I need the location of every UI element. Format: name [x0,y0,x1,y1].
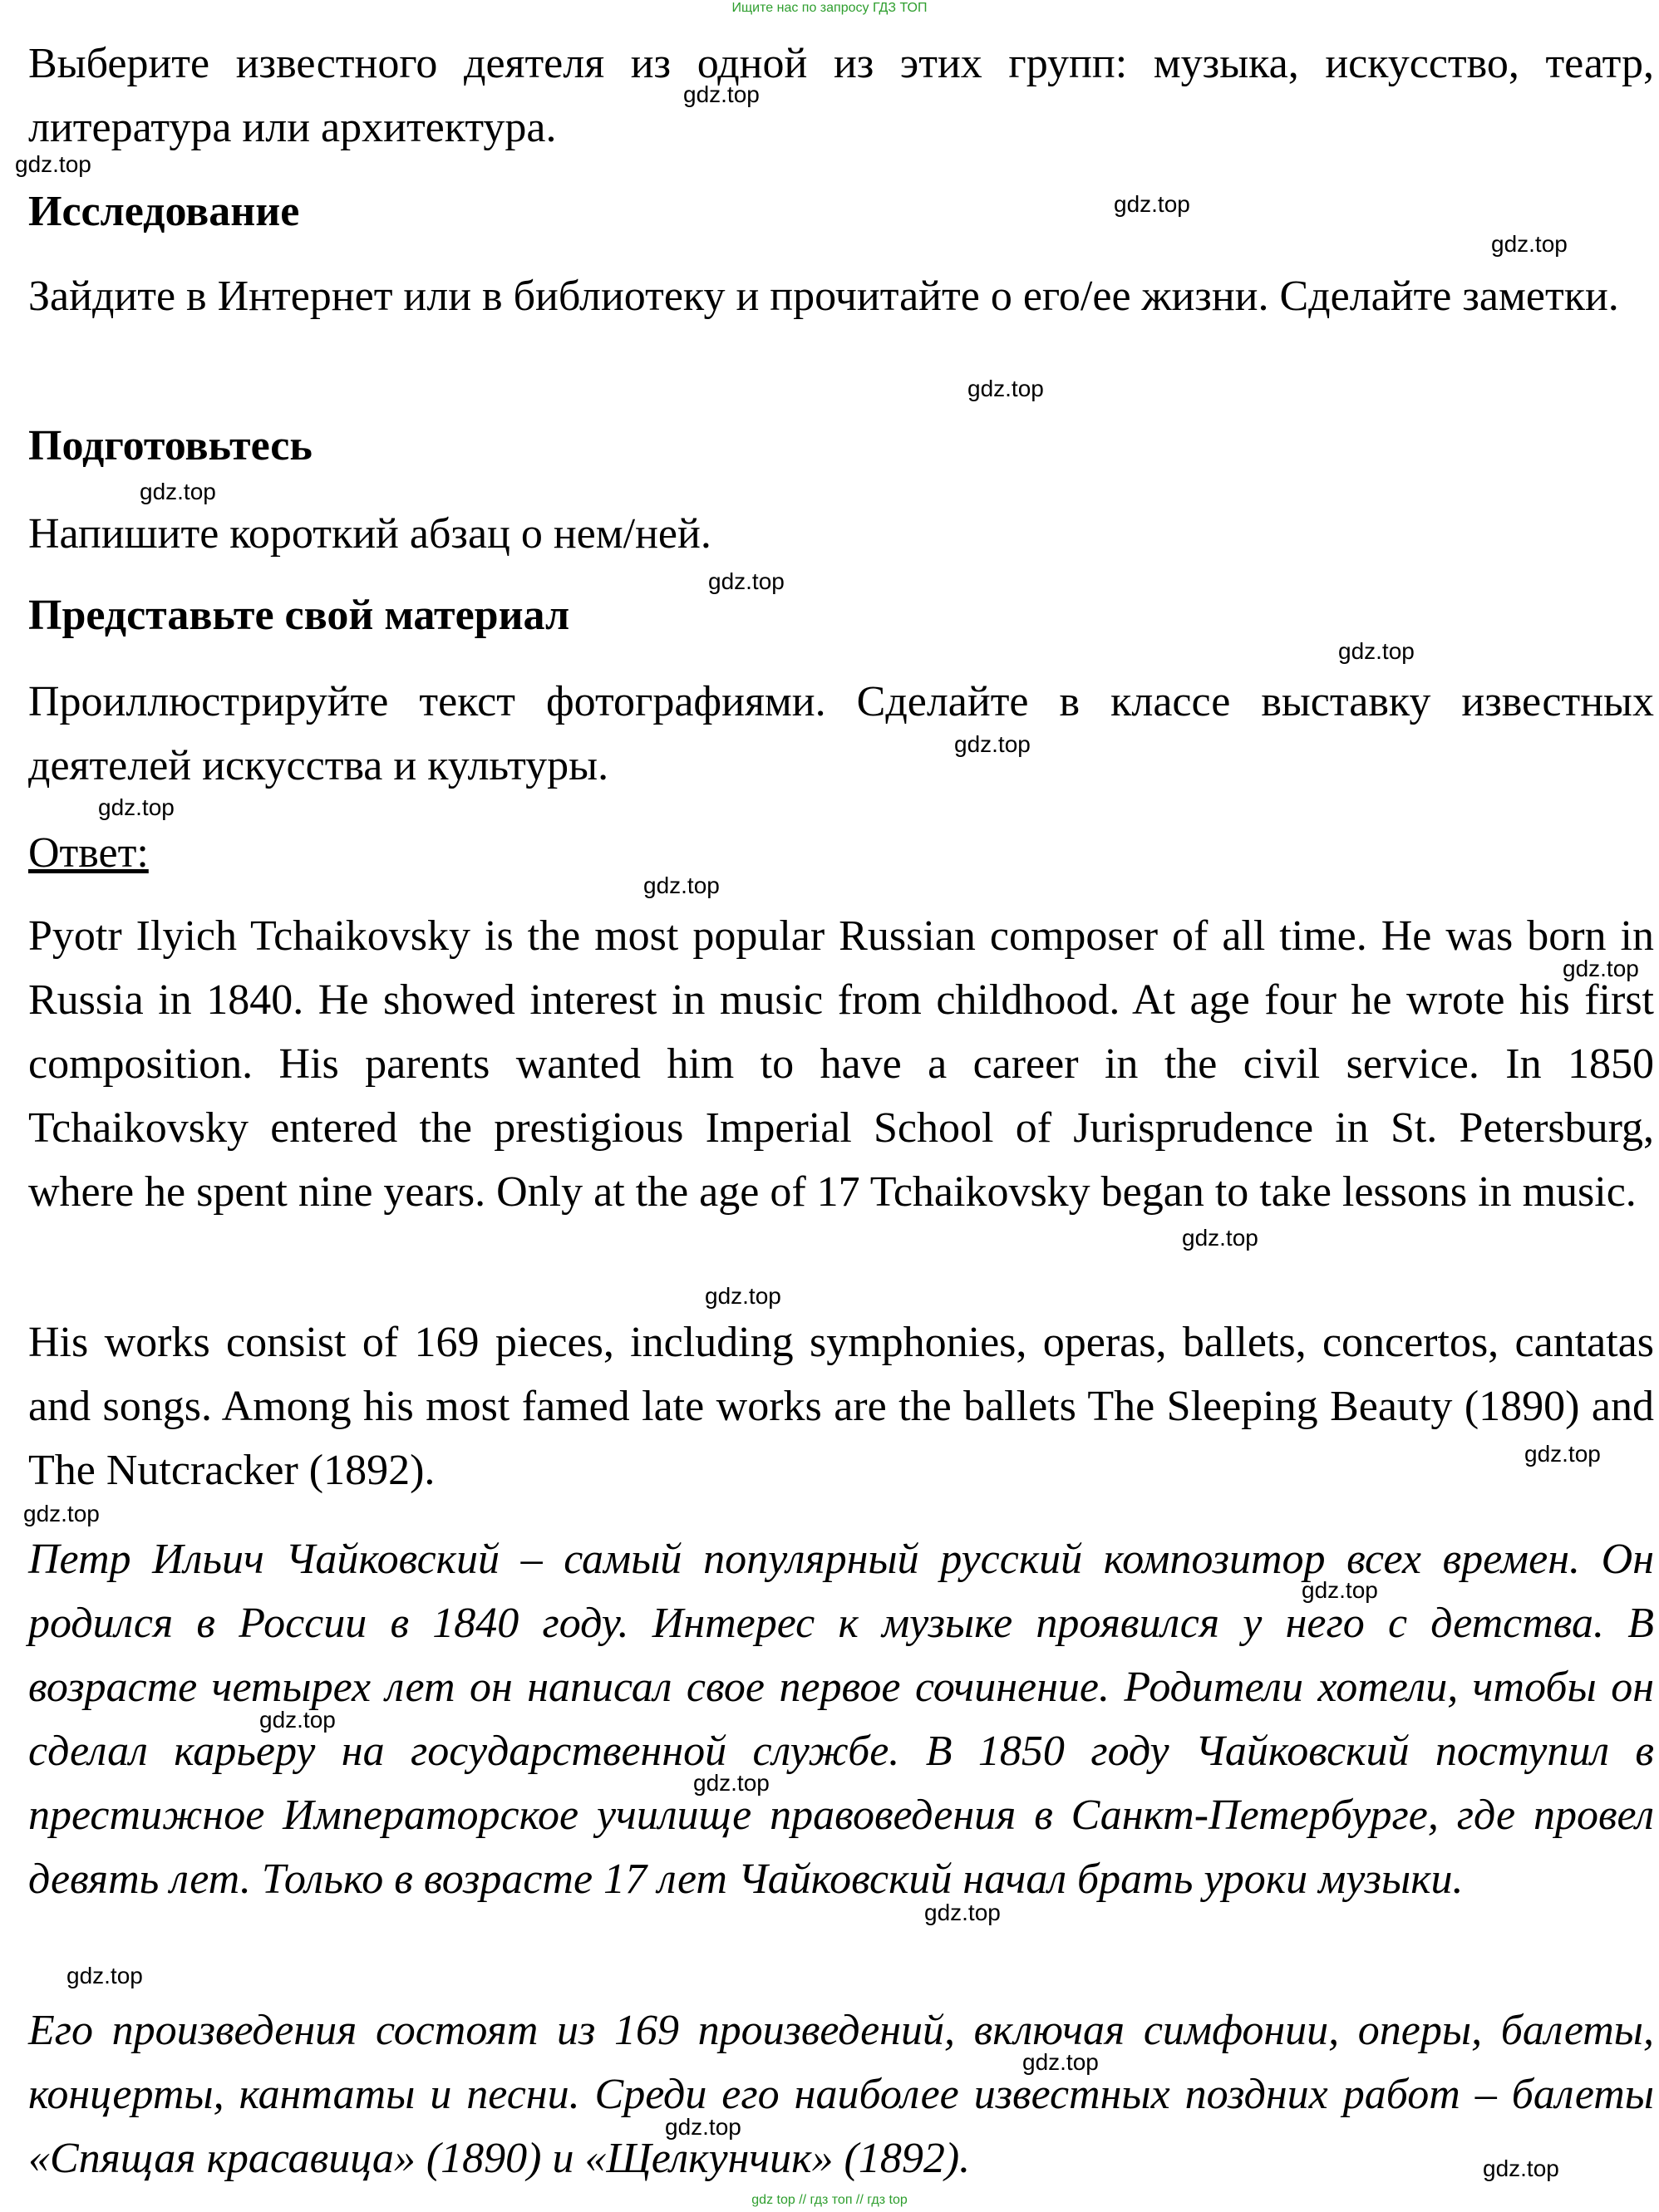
watermark: gdz.top [1302,1577,1378,1603]
present-paragraph: Проиллюстрируйте текст фотографиями. Сделайте в классе выставку известных деятелей искусства и культуры. [28,678,1654,789]
watermark: gdz.top [1022,2049,1099,2075]
watermark: gdz.top [66,1963,143,1988]
watermark: gdz.top [1114,191,1190,217]
watermark: gdz.top [15,151,91,177]
watermark: gdz.top [1563,956,1639,981]
top-banner: Ищите нас по запросу ГДЗ ТОП [731,1,928,15]
bottom-banner: gdz top // гдз топ // гдз top [751,2193,908,2207]
answer-en-paragraph-1: Pyotr Ilyich Tchaikovsky is the most popular Russian composer of all time. He was born in Russia in 1840. He showed interest in music from childhood. At age four he wrote his first composition. His parents wanted him to have a career in the civil service. In 1850 Tchaikovsky entered the prestigious Imperial School of Jurisprudence in St. Petersburg, where he spent nine years. Only at the age of 17 Tchaikovsky began to take lessons in music. [28,912,1654,1216]
research-heading: Исследование [28,188,300,235]
watermark: gdz.top [1491,231,1568,257]
watermark: gdz.top [1524,1441,1601,1467]
prepare-paragraph: Напишите короткий абзац о нем/ней. [28,510,711,558]
watermark: gdz.top [643,873,720,898]
watermark: gdz.top [1182,1225,1258,1251]
answer-en-paragraph-2: His works consist of 169 pieces, including symphonies, operas, ballets, concertos, cantatas and songs. Among his most famed late works are the ballets The Sleeping Beauty (1890) and The Nutcracker (1892). [28,1319,1654,1494]
watermark: gdz.top [954,731,1031,757]
watermark: gdz.top [683,81,760,107]
watermark: gdz.top [693,1770,770,1796]
prepare-heading: Подготовьтесь [28,422,313,469]
watermark: gdz.top [665,2114,741,2140]
watermark: gdz.top [1338,638,1415,664]
intro-paragraph: Выберите известного деятеля из одной из этих групп: музыка, искусство, театр, литература или архитектура. [28,40,1654,151]
present-heading: Представьте свой материал [28,592,570,639]
research-paragraph: Зайдите в Интернет или в библиотеку и прочитайте о его/ее жизни. Сделайте заметки. [28,273,1619,320]
watermark: gdz.top [259,1707,336,1733]
watermark: gdz.top [1483,2155,1559,2181]
answer-label: Ответ: [28,829,149,877]
watermark: gdz.top [708,568,785,594]
answer-ru-paragraph-2: Его произведения состоят из 169 произведений, включая симфонии, оперы, балеты, концерты, кантаты и песни. Среди его наиболее известных поздних работ – балеты «Спящая красавица» (1890) и «Щелкунчик» (1892). [28,2007,1654,2182]
watermark: gdz.top [924,1900,1001,1925]
watermark: gdz.top [705,1283,781,1309]
watermark: gdz.top [140,479,216,504]
answer-ru-paragraph-1: Петр Ильич Чайковский – самый популярный русский композитор всех времен. Он родился в России в 1840 году. Интерес к музыке проявился у него с детства. В возрасте четырех лет он написал свое первое сочинение. Родители хотели, чтобы он сделал карьеру на государственной службе. В 1850 году Чайковский поступил в престижное Императорское училище правоведения в Санкт-Петербурге, где провел девять лет. Только в возрасте 17 лет Чайковский начал брать уроки музыки. [28,1536,1654,1903]
watermark: gdz.top [967,376,1044,401]
watermark: gdz.top [98,794,175,820]
watermark: gdz.top [23,1501,100,1526]
